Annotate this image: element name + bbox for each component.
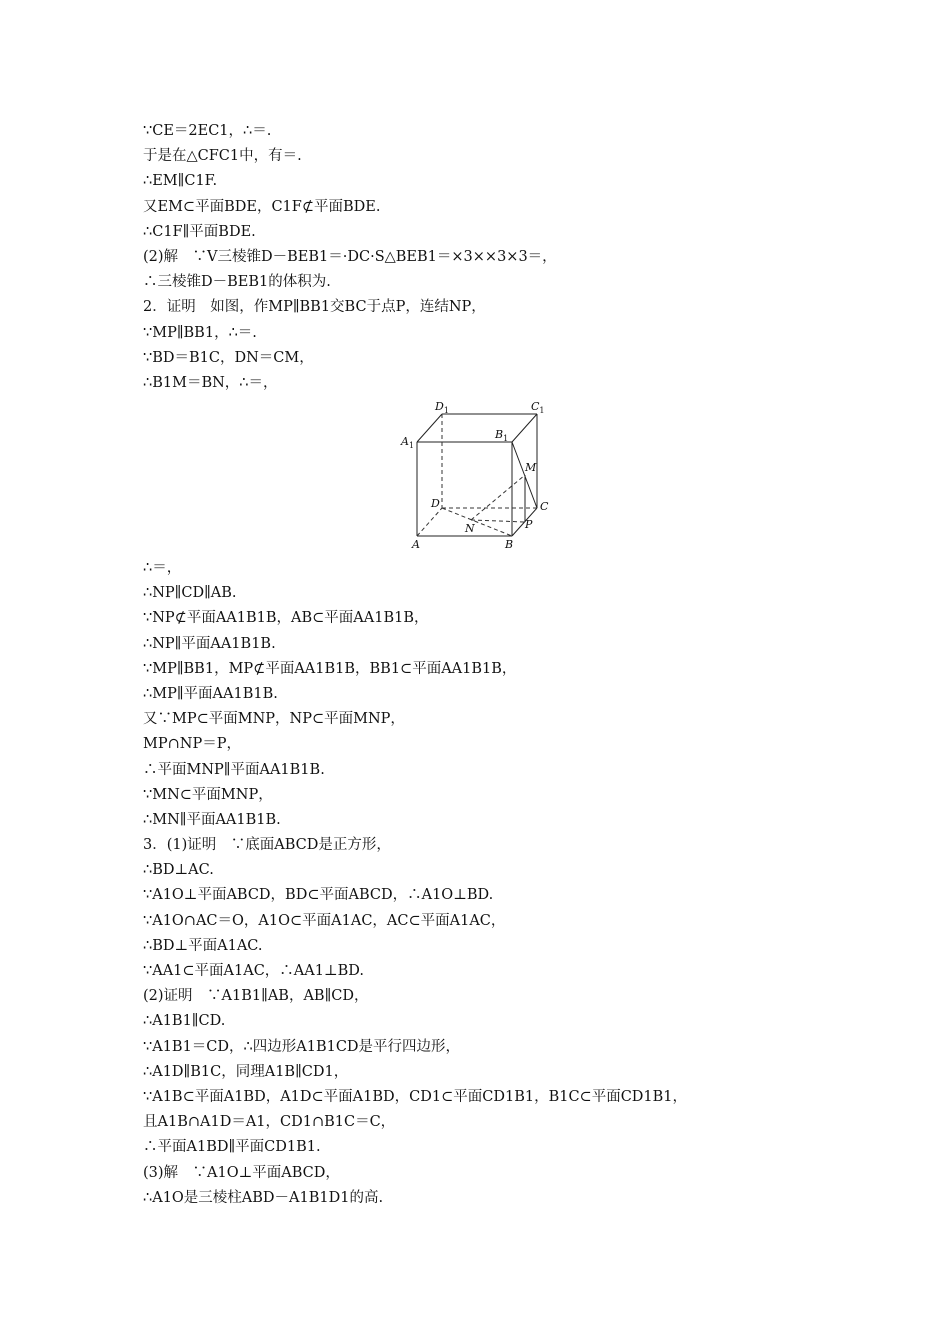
text-line: 3．(1)证明 ∵底面ABCD是正方形， — [143, 837, 391, 854]
label-B1: $B_1$ — [495, 428, 509, 443]
text-line: ∴C1F∥平面BDE. — [143, 223, 256, 240]
text-line: ∵CE＝2EC1，∴＝. — [143, 123, 272, 139]
cube-diagram — [395, 398, 565, 553]
label-C: C — [540, 500, 549, 513]
text-line: (2)证明 ∵A1B1∥AB，AB∥CD， — [143, 988, 369, 1005]
text-line: ∵A1O∩AC＝O，A1O⊂平面A1AC，AC⊂平面A1AC， — [143, 912, 506, 929]
hidden-segment-NP — [471, 520, 525, 522]
text-line: 2．证明 如图，作MP∥BB1交BC于点P，连结NP， — [143, 299, 486, 316]
hidden-segment-NM — [471, 475, 525, 520]
text-line: (3)解 ∵A1O⊥平面ABCD， — [143, 1164, 340, 1181]
text-line: ∵NP⊄平面AA1B1B，AB⊂平面AA1B1B， — [143, 610, 429, 627]
edge-A1D1 — [417, 414, 442, 442]
label-P: P — [525, 518, 533, 531]
label-C1: $C_1$ — [531, 400, 545, 415]
label-D1: $D_1$ — [435, 400, 449, 415]
text-line: 又∵MP⊂平面MNP，NP⊂平面MNP， — [143, 711, 405, 728]
label-M: M — [525, 461, 537, 474]
edge-B1C1 — [512, 414, 537, 442]
text-line: ∵MP∥BB1，∴＝. — [143, 324, 257, 341]
label-N: N — [465, 522, 475, 535]
text-line: ∴＝， — [143, 560, 182, 576]
hidden-edge-AD — [417, 508, 442, 536]
text-line: ∵BD＝B1C，DN＝CM， — [143, 349, 314, 366]
cube-figure — [395, 398, 565, 553]
text-line: ∴MP∥平面AA1B1B. — [143, 685, 278, 702]
text-line: ∴平面A1BD∥平面CD1B1. — [143, 1139, 321, 1156]
text-line: ∴A1O是三棱柱ABD－A1B1D1的高. — [143, 1189, 384, 1206]
text-line: 于是在△CFC1中，有＝. — [143, 148, 302, 165]
text-line: ∴B1M＝BN，∴＝， — [143, 374, 278, 391]
label-D: D — [431, 497, 440, 510]
text-line: ∴A1D∥B1C，同理A1B∥CD1， — [143, 1063, 349, 1080]
label-A: A — [412, 538, 420, 551]
solution-block-1 — [143, 119, 843, 396]
text-line: ∵MN⊂平面MNP， — [143, 786, 273, 803]
text-line: ∴NP∥平面AA1B1B. — [143, 635, 276, 652]
text-line: ∵A1B⊂平面A1BD，A1D⊂平面A1BD，CD1⊂平面CD1B1，B1C⊂平面CD1B1， — [143, 1088, 688, 1105]
text-line: ∵A1B1＝CD，∴四边形A1B1CD是平行四边形， — [143, 1038, 461, 1055]
text-line: ∵AA1⊂平面A1AC，∴AA1⊥BD. — [143, 963, 364, 979]
text-line: MP∩NP＝P， — [143, 736, 241, 753]
text-line: ∴BD⊥平面A1AC. — [143, 937, 263, 954]
text-line: ∴MN∥平面AA1B1B. — [143, 811, 281, 828]
text-line: ∴三棱锥D－BEB1的体积为. — [143, 274, 331, 291]
label-B: B — [505, 538, 514, 551]
text-line: ∵MP∥BB1，MP⊄平面AA1B1B，BB1⊂平面AA1B1B， — [143, 660, 517, 677]
text-line: ∴NP∥CD∥AB. — [143, 585, 237, 602]
solution-block-2 — [143, 556, 843, 1211]
text-line: ∴BD⊥AC. — [143, 862, 214, 879]
text-line: ∵A1O⊥平面ABCD，BD⊂平面ABCD，∴A1O⊥BD. — [143, 887, 494, 904]
text-line: ∴EM∥C1F. — [143, 173, 218, 190]
text-line: 且A1B∩A1D＝A1，CD1∩B1C＝C， — [143, 1114, 396, 1131]
text-line: (2)解 ∵V三棱锥D－BEB1＝·DC·S△BEB1＝×3××3×3＝， — [143, 248, 557, 265]
hidden-segment-DB — [442, 508, 512, 536]
text-line: ∴A1B1∥CD. — [143, 1013, 226, 1030]
text-line: 又EM⊂平面BDE，C1F⊄平面BDE. — [143, 198, 381, 215]
label-A1: $A_1$ — [401, 435, 415, 450]
text-line: ∴平面MNP∥平面AA1B1B. — [143, 761, 325, 778]
